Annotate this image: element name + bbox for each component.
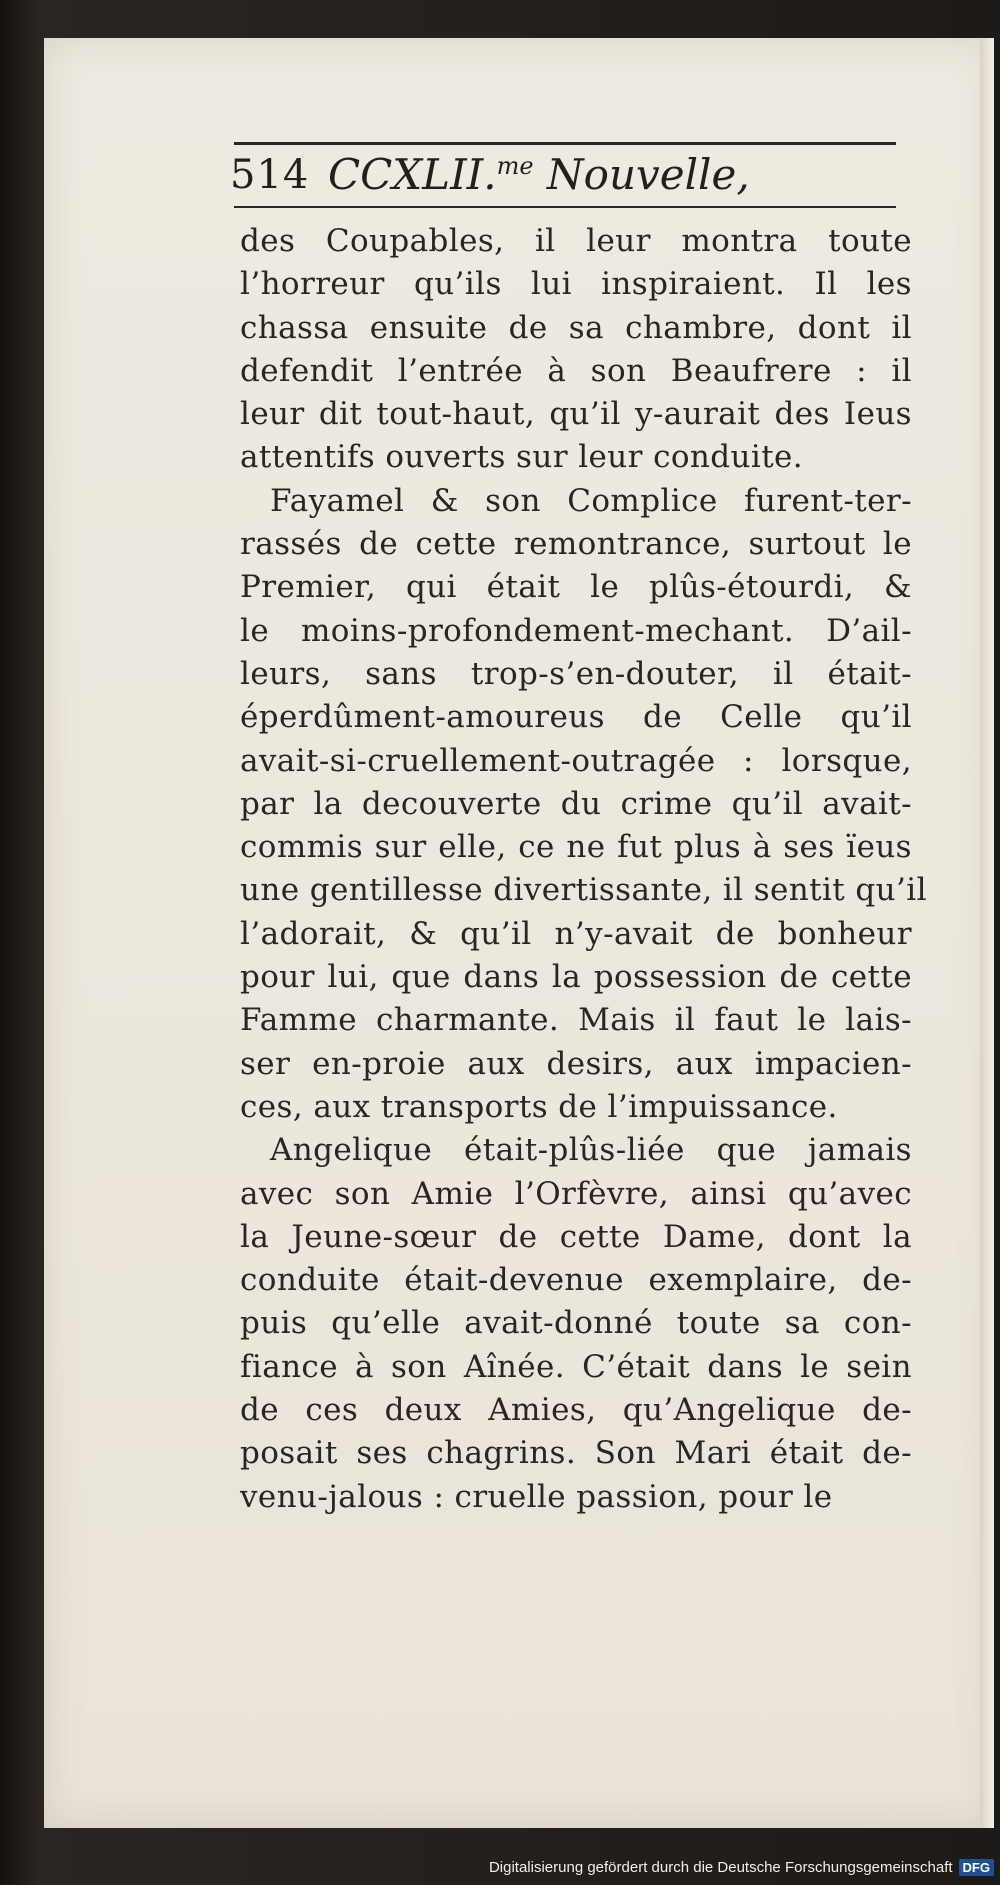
text-line: l’adorait, & qu’il n’y-avait de bonheur (240, 915, 912, 952)
text-line: une gentillesse divertissante, il sentit qu’il (240, 872, 927, 909)
text-line: avait-si-cruellement-outragée : lorsque, (240, 742, 912, 779)
text-line: pour lui, que dans la possession de cette (240, 959, 912, 996)
text-line: Angelique était-plûs-liée que jamais (270, 1132, 912, 1169)
text-line: defendit l’entrée à son Beaufrere : il (240, 352, 912, 389)
text-line: puis qu’elle avait-donné toute sa con- (240, 1305, 912, 1342)
text-line: par la decouverte du crime qu’il avait- (240, 785, 912, 822)
text-line: des Coupables, il leur montra toute (240, 223, 912, 259)
text-line: conduite était-devenue exemplaire, de- (240, 1262, 912, 1299)
dfg-logo: DFG (959, 1859, 994, 1876)
text-line: leur dit tout-haut, qu’il y-aurait des Ieus (240, 396, 912, 433)
text-line: posait ses chagrins. Son Mari était de- (240, 1435, 912, 1472)
text-line: ces, aux transports de l’impuissance. (240, 1088, 838, 1125)
body-text (240, 220, 927, 1519)
text-line: attentifs ouverts sur leur conduite. (240, 439, 804, 476)
page-number: 514 (230, 152, 310, 198)
text-line: avec son Amie l’Orfèvre, ainsi qu’avec (240, 1175, 912, 1212)
text-line: commis sur elle, ce ne fut plus à ses ïeus (240, 829, 912, 866)
text-line: rassés de cette remontrance, surtout le (240, 526, 912, 563)
text-line: Premier, qui était le plûs-étourdi, & (240, 569, 912, 606)
text-line: chassa ensuite de sa chambre, dont il (240, 309, 912, 346)
text-line: fiance à son Aînée. C’était dans le sein (240, 1348, 912, 1385)
text-line: Famme charmante. Mais il faut le lais- (240, 1002, 912, 1039)
page-edge (980, 38, 994, 1828)
text-line: l’horreur qu’ils lui inspiraient. Il les (240, 266, 912, 303)
header-rule-bottom (234, 206, 896, 208)
text-line: leurs, sans trop-s’en-douter, il était- (240, 655, 912, 692)
running-header (228, 150, 898, 206)
text-line: éperdûment-amoureus de Celle qu’il (240, 699, 912, 736)
digitization-credit (489, 1855, 994, 1879)
text-line: le moins-profondement-mechant. D’ail- (240, 612, 912, 649)
text-line: venu-jalous : cruelle passion, pour le (240, 1478, 833, 1515)
text-line: la Jeune-sœur de cette Dame, dont la (240, 1218, 912, 1255)
text-line: de ces deux Amies, qu’Angelique de- (240, 1392, 912, 1429)
text-line: ser en-proie aux desirs, aux impacien- (240, 1045, 912, 1082)
running-title: CCXLII.$^{me}$ Nouvelle, (328, 150, 750, 199)
header-rule-top (234, 142, 896, 145)
text-line: Fayamel & son Complice furent-ter- (270, 482, 912, 519)
credit-text: Digitalisierung gefördert durch die Deutsche Forschungsgemeinschaft (488, 1858, 953, 1876)
